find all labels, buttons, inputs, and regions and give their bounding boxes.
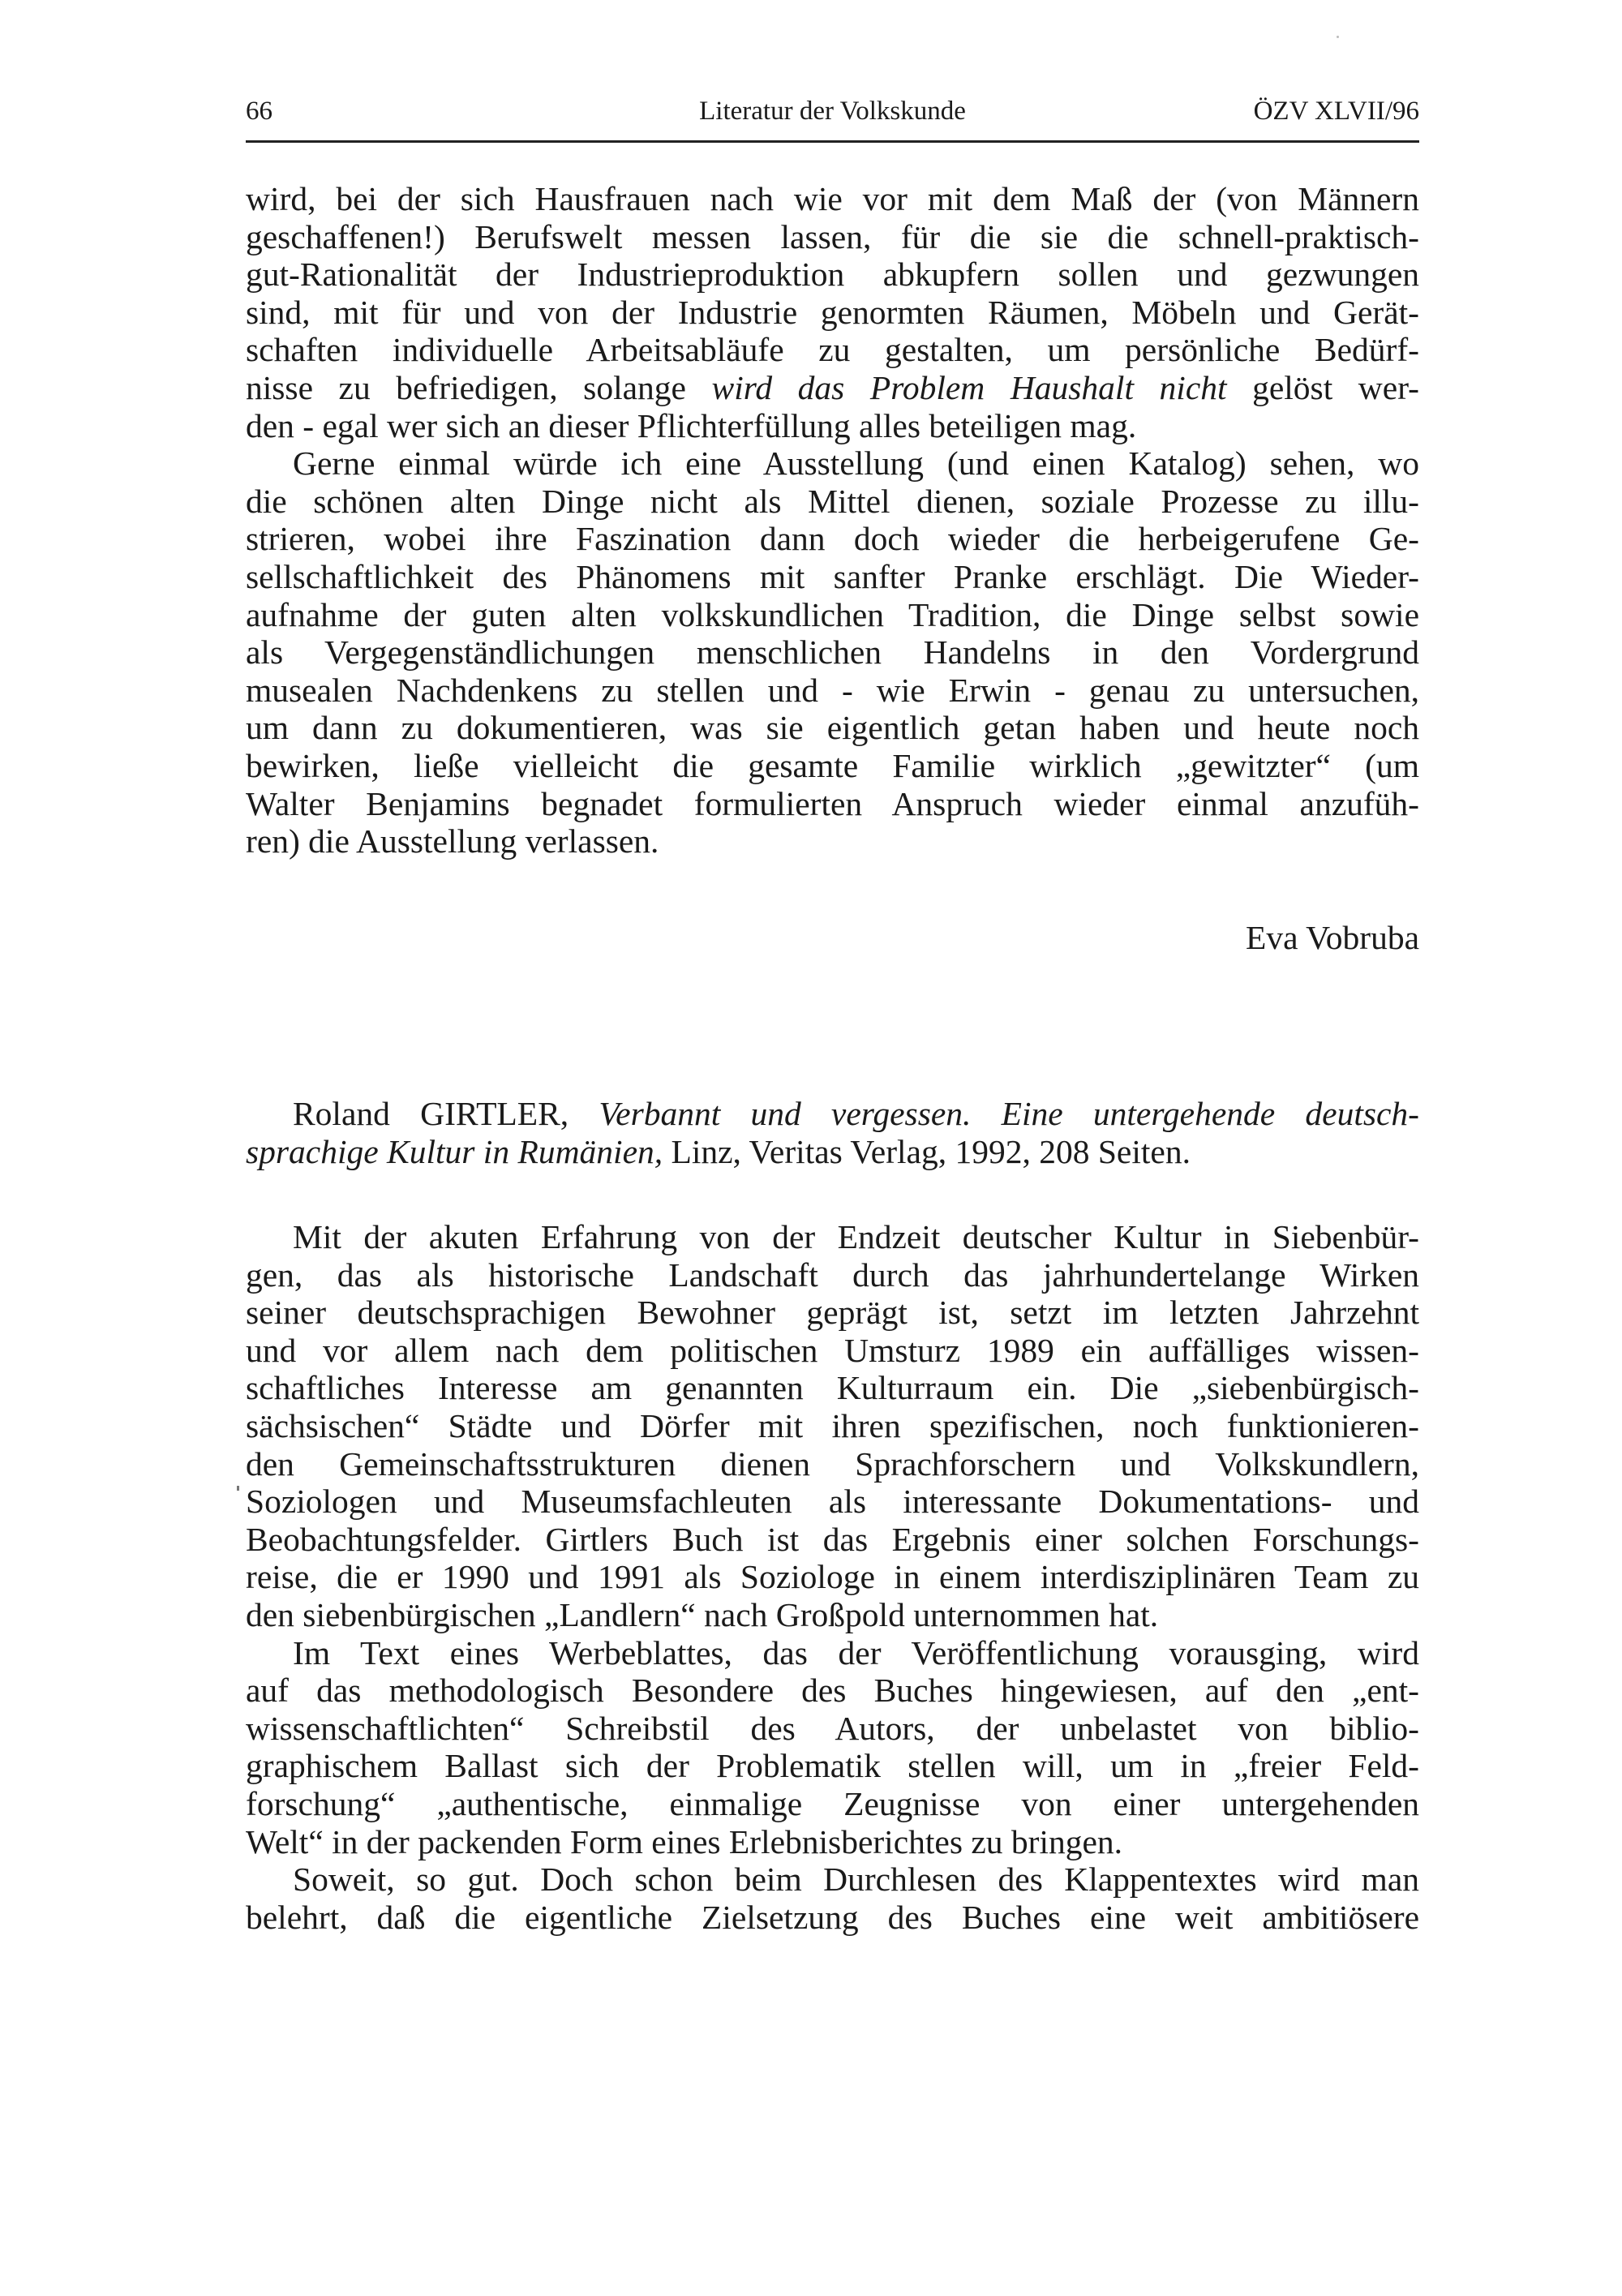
text-line: als Vergegenständlichungen menschlichen Handelns in den Vordergrund: [246, 633, 1419, 672]
book-title-cont: sprachige Kultur in Rumänien,: [246, 1132, 663, 1170]
review-2-heading: [246, 1095, 1419, 1170]
bibliographic-line-1: [246, 1095, 1419, 1133]
text-line: Soziologen und Museumsfachleuten als interessante Dokumentations- und: [246, 1483, 1419, 1521]
text-line: graphischem Ballast sich der Problematik stellen will, um in „freier Feld-: [246, 1747, 1419, 1785]
text-run: gelöst wer-: [1226, 368, 1419, 406]
book-author: Roland GIRTLER,: [293, 1095, 569, 1132]
page-number: 66: [246, 97, 272, 126]
text-line: forschung“ „authentische, einmalige Zeugnisse von einer untergehenden: [246, 1784, 1419, 1822]
text-line: reise, die er 1990 und 1991 als Soziologe in einem interdisziplinären Team zu: [246, 1558, 1419, 1596]
text-line: aufnahme der guten alten volkskundlichen Tradition, die Dinge selbst sowie: [246, 595, 1419, 633]
text-line: sächsischen“ Städte und Dörfer mit ihren spezifischen, noch funktionieren-: [246, 1406, 1419, 1444]
paragraph-start-line: Soweit, so gut. Doch schon beim Durchlesen des Klappentextes wird man: [293, 1860, 1419, 1899]
text-line: um dann zu dokumentieren, was sie eigentlich getan haben und heute noch: [246, 709, 1419, 747]
text-line: gen, das als historische Landschaft durch das jahrhundertelange Wirken: [246, 1255, 1419, 1294]
text-line: sellschaftlichkeit des Phänomens mit sanfter Pranke erschlägt. Die Wieder-: [246, 557, 1419, 595]
journal-issue: ÖZV XLVII/96: [1253, 97, 1419, 126]
text-line: strieren, wobei ihre Faszination dann doch wieder die herbeigerufene Ge-: [246, 520, 1419, 558]
text-line: den - egal wer sich an dieser Pflichterfüllung alles beteiligen mag.: [246, 406, 1137, 444]
text-run: nisse zu befriedigen, solange: [246, 368, 712, 406]
paragraph-start-line: Gerne einmal würde ich eine Ausstellung (und einen Katalog) sehen, wo: [293, 444, 1419, 483]
reviewer-name: Eva Vobruba: [1245, 919, 1419, 956]
text-line: schaften individuelle Arbeitsabläufe zu gestalten, um persönliche Bedürf-: [246, 331, 1419, 369]
text-line: Welt“ in der packenden Form eines Erlebnisberichtes zu bringen.: [246, 1822, 1123, 1860]
paragraph-start-line: Mit der akuten Erfahrung von der Endzeit deutscher Kultur in Siebenbür-: [293, 1218, 1419, 1255]
text-line: Walter Benjamins begnadet formulierten Anspruch wieder einmal anzufüh-: [246, 784, 1419, 822]
text-line: seiner deutschsprachigen Bewohner geprägt ist, setzt im letzten Jahrzehnt: [246, 1294, 1419, 1332]
italic-run: wird das Problem Haushalt nicht: [711, 368, 1227, 406]
section-title: Literatur der Volkskunde: [699, 97, 966, 126]
text-line: wissenschaftlichten“ Schreibstil des Autors, der unbelastet von biblio-: [246, 1709, 1419, 1747]
header-rule: [246, 140, 1419, 143]
text-line: auf das methodologisch Besondere des Buches hingewiesen, auf den „ent-: [246, 1672, 1419, 1710]
text-line: ren) die Ausstellung verlassen.: [246, 822, 659, 860]
text-line: musealen Nachdenkens zu stellen und - wie Erwin - genau zu untersuchen,: [246, 671, 1419, 709]
text-line: die schönen alten Dinge nicht als Mittel dienen, soziale Prozesse zu illu-: [246, 482, 1419, 520]
text-line: wird, bei der sich Hausfrauen nach wie vor mit dem Maß der (von Männern: [246, 180, 1419, 217]
book-title: Verbannt und vergessen. Eine untergehende deutsch-: [599, 1095, 1419, 1132]
text-line: bewirken, ließe vielleicht die gesamte Familie wirklich „gewitzter“ (um: [246, 746, 1419, 784]
publication-info: Linz, Veritas Verlag, 1992, 208 Seiten.: [671, 1132, 1191, 1170]
scan-speck: [1337, 36, 1339, 38]
text-line: schaftliches Interesse am genannten Kulturraum ein. Die „siebenbürgisch-: [246, 1369, 1419, 1407]
bibliographic-line-2: [246, 1133, 1419, 1171]
margin-mark: [237, 1486, 239, 1491]
paragraph-start-line: Im Text eines Werbeblattes, das der Veröffentlichung vorausging, wird: [293, 1633, 1419, 1672]
text-line: geschaffenen!) Berufswelt messen lassen, für die sie die schnell-praktisch-: [246, 217, 1419, 255]
running-head: [246, 91, 1419, 131]
text-line: sind, mit für und von der Industrie genormten Räumen, Möbeln und Gerät-: [246, 293, 1419, 331]
text-line: belehrt, daß die eigentliche Zielsetzung des Buches eine weit ambitiösere: [246, 1898, 1419, 1936]
review-1-body: [246, 180, 1419, 860]
text-line-mixed: [246, 369, 1419, 407]
text-line: den siebenbürgischen „Landlern“ nach Großpold unternommen hat.: [246, 1595, 1159, 1633]
review-2-body: [246, 1218, 1419, 1936]
text-line: den Gemeinschaftsstrukturen dienen Sprachforschern und Volkskundlern,: [246, 1444, 1419, 1483]
text-line: gut-Rationalität der Industrieproduktion abkupfern sollen und gezwungen: [246, 255, 1419, 294]
text-line: und vor allem nach dem politischen Umsturz 1989 ein auffälliges wissen-: [246, 1331, 1419, 1369]
text-line: Beobachtungsfelder. Girtlers Buch ist das Ergebnis einer solchen Forschungs-: [246, 1520, 1419, 1558]
review-1-signature: [246, 919, 1419, 957]
